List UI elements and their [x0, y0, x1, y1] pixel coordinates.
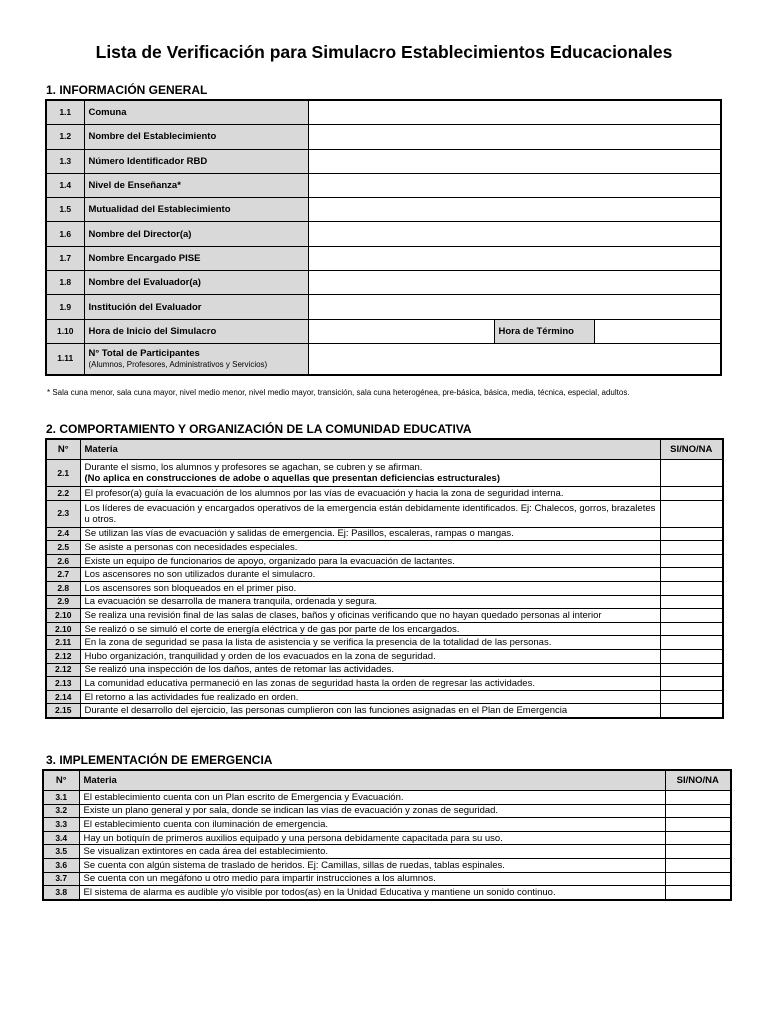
info-value-field[interactable]	[308, 173, 721, 197]
table-row	[46, 663, 723, 677]
row-number: 2.5	[46, 541, 80, 555]
answer-cell[interactable]	[660, 581, 723, 595]
col-answer-header: SI/NO/NA	[665, 770, 731, 791]
row-text: Existe un equipo de funcionarios de apoyo, organizado para la evacuación de lactantes.	[80, 554, 660, 568]
row-text: Se utilizan las vías de evacuación y salidas de emergencia. Ej: Pasillos, escaleras, rampas o mangas.	[80, 527, 660, 541]
row-label: Nivel de Enseñanza*	[84, 173, 308, 197]
behavior-table	[45, 438, 724, 719]
table-row	[46, 487, 723, 501]
row-label: Nombre del Evaluador(a)	[84, 271, 308, 295]
section1-heading: 1. INFORMACIÓN GENERAL	[46, 83, 208, 97]
row-number: 2.14	[46, 690, 80, 704]
table-row	[43, 818, 731, 832]
row-label: Nombre Encargado PISE	[84, 246, 308, 270]
answer-cell[interactable]	[660, 649, 723, 663]
participants-label: N° Total de Participantes	[88, 347, 200, 359]
row-number: 2.11	[46, 636, 80, 650]
answer-cell[interactable]	[665, 845, 731, 859]
row-text: Se cuenta con algún sistema de traslado de heridos. Ej: Camillas, sillas de ruedas, tablas espinales.	[79, 858, 665, 872]
row-text: Se realiza una revisión final de las salas de clases, baños y oficinas verificando que no hayan quedado personas al interior	[80, 609, 660, 623]
table-row	[46, 704, 723, 718]
row-text: Se cuenta con un megáfono u otro medio para impartir instrucciones a los alumnos.	[79, 872, 665, 886]
table-row	[46, 690, 723, 704]
row-text-main: Durante el sismo, los alumnos y profesores se agachan, se cubren y se afirman.	[84, 462, 423, 473]
answer-cell[interactable]	[660, 541, 723, 555]
table-row	[43, 804, 731, 818]
general-info-table	[45, 99, 722, 376]
info-value-field[interactable]	[308, 100, 721, 125]
table-row	[46, 460, 723, 487]
row-text: Durante el desarrollo del ejercicio, las personas cumplieron con las funciones asignadas en el Plan de Emergencia	[80, 704, 660, 718]
table-row	[43, 858, 731, 872]
row-label: Institución del Evaluador	[84, 295, 308, 319]
footnote: * Sala cuna menor, sala cuna mayor, nivel medio menor, nivel medio mayor, transición, sala cuna heterogénea, pre-básica, básica, media, técnica, especial, adultos.	[47, 388, 630, 397]
row-number: 3.3	[43, 818, 79, 832]
row-number: 1.4	[46, 173, 84, 197]
answer-cell[interactable]	[660, 487, 723, 501]
answer-cell[interactable]	[660, 460, 723, 487]
implementation-table	[42, 769, 732, 901]
row-text: El establecimiento cuenta con un Plan escrito de Emergencia y Evacuación.	[79, 791, 665, 805]
answer-cell[interactable]	[660, 609, 723, 623]
answer-cell[interactable]	[660, 622, 723, 636]
row-number: 2.10	[46, 609, 80, 623]
info-row	[46, 173, 721, 197]
table-row	[43, 791, 731, 805]
section2-heading: 2. COMPORTAMIENTO Y ORGANIZACIÓN DE LA COMUNIDAD EDUCATIVA	[46, 422, 472, 436]
row-number: 1.2	[46, 125, 84, 149]
row-number: 3.7	[43, 872, 79, 886]
row-label: Número Identificador RBD	[84, 149, 308, 173]
row-text: Se realizó una inspección de los daños, antes de retomar las actividades.	[80, 663, 660, 677]
row-label: Mutualidad del Establecimiento	[84, 198, 308, 222]
answer-cell[interactable]	[665, 791, 731, 805]
row-number: 2.15	[46, 704, 80, 718]
participants-field[interactable]	[308, 343, 721, 375]
row-number: 2.8	[46, 581, 80, 595]
answer-cell[interactable]	[660, 500, 723, 527]
info-row	[46, 271, 721, 295]
row-text: Existe un plano general y por sala, donde se indican las vías de evacuación y zonas de seguridad.	[79, 804, 665, 818]
info-value-field[interactable]	[308, 271, 721, 295]
row-label: Nombre del Director(a)	[84, 222, 308, 246]
row-label: Comuna	[84, 100, 308, 125]
answer-cell[interactable]	[665, 858, 731, 872]
row-text: Se asiste a personas con necesidades especiales.	[80, 541, 660, 555]
answer-cell[interactable]	[660, 690, 723, 704]
table-row	[43, 886, 731, 900]
row-number: 2.2	[46, 487, 80, 501]
row-text: En la zona de seguridad se pasa la lista de asistencia y se verifica la presencia de la totalidad de las personas.	[80, 636, 660, 650]
row-text: El establecimiento cuenta con iluminación de emergencia.	[79, 818, 665, 832]
info-row	[46, 295, 721, 319]
answer-cell[interactable]	[665, 886, 731, 900]
row-text: Hubo organización, tranquilidad y orden de los evacuados en la zona de seguridad.	[80, 649, 660, 663]
table-row	[46, 609, 723, 623]
info-row	[46, 125, 721, 149]
row-text: Los líderes de evacuación y encargados operativos de la emergencia están debidamente identificados. Ej: Chalecos, gorros, brazaletes u otros.	[80, 500, 660, 527]
row-label: Nombre del Establecimiento	[84, 125, 308, 149]
info-value-field[interactable]	[308, 295, 721, 319]
row-number: 1.10	[46, 319, 84, 343]
answer-cell[interactable]	[665, 818, 731, 832]
info-row	[46, 246, 721, 270]
table-row	[46, 527, 723, 541]
row-number: 2.4	[46, 527, 80, 541]
row-number: 1.1	[46, 100, 84, 125]
row-number: 3.6	[43, 858, 79, 872]
table-row	[46, 649, 723, 663]
answer-cell[interactable]	[660, 568, 723, 582]
row-number: 2.6	[46, 554, 80, 568]
answer-cell[interactable]	[665, 831, 731, 845]
row-number: 1.5	[46, 198, 84, 222]
row-number: 1.9	[46, 295, 84, 319]
row-number: 1.3	[46, 149, 84, 173]
row-number: 1.11	[46, 343, 84, 375]
row-number: 3.4	[43, 831, 79, 845]
table-row	[46, 500, 723, 527]
info-row	[46, 198, 721, 222]
answer-cell[interactable]	[665, 804, 731, 818]
start-time-field[interactable]	[308, 319, 494, 343]
col-number-header: N°	[43, 770, 79, 791]
table-row	[46, 554, 723, 568]
table-header	[46, 439, 723, 460]
col-materia-header: Materia	[79, 770, 665, 791]
table-row	[43, 872, 731, 886]
info-value-field[interactable]	[308, 222, 721, 246]
answer-cell[interactable]	[660, 704, 723, 718]
row-text: La evacuación se desarrolla de manera tranquila, ordenada y segura.	[80, 595, 660, 609]
section3-heading: 3. IMPLEMENTACIÓN DE EMERGENCIA	[46, 753, 273, 767]
table-row	[46, 636, 723, 650]
answer-cell[interactable]	[660, 636, 723, 650]
row-number: 1.6	[46, 222, 84, 246]
table-row	[46, 595, 723, 609]
row-text: La comunidad educativa permaneció en las zonas de seguridad hasta la orden de regresar las actividades.	[80, 677, 660, 691]
participants-sublabel: (Alumnos, Profesores, Administrativos y Servicios)	[88, 359, 268, 369]
table-row	[43, 845, 731, 859]
row-text: Los ascensores son bloqueados en el primer piso.	[80, 581, 660, 595]
table-row	[46, 568, 723, 582]
row-number: 2.9	[46, 595, 80, 609]
answer-cell[interactable]	[665, 872, 731, 886]
row-label	[84, 343, 308, 375]
col-materia-header: Materia	[80, 439, 660, 460]
answer-cell[interactable]	[660, 663, 723, 677]
row-text: Los ascensores no son utilizados durante el simulacro.	[80, 568, 660, 582]
row-number: 2.1	[46, 460, 80, 487]
answer-cell[interactable]	[660, 595, 723, 609]
row-text: El sistema de alarma es audible y/o visible por todos(as) en la Unidad Educativa y mantiene un sonido continuo.	[79, 886, 665, 900]
table-row	[46, 541, 723, 555]
row-text: Hay un botiquín de primeros auxilios equipado y una persona debidamente capacitada para su uso.	[79, 831, 665, 845]
row-text: El profesor(a) guía la evacuación de los alumnos por las vías de evacuación y hacia la zona de seguridad interna.	[80, 487, 660, 501]
info-value-field[interactable]	[308, 198, 721, 222]
info-row	[46, 100, 721, 125]
info-value-field[interactable]	[308, 125, 721, 149]
col-number-header: N°	[46, 439, 80, 460]
end-time-label: Hora de Término	[494, 319, 594, 343]
end-time-field[interactable]	[594, 319, 721, 343]
row-number: 2.12	[46, 649, 80, 663]
col-answer-header: SI/NO/NA	[660, 439, 723, 460]
answer-cell[interactable]	[660, 677, 723, 691]
row-text: Se realizó o se simuló el corte de energía eléctrica y de gas por parte de los encargados.	[80, 622, 660, 636]
row-label: Hora de Inicio del Simulacro	[84, 319, 308, 343]
info-row-participants	[46, 343, 721, 375]
info-value-field[interactable]	[308, 149, 721, 173]
answer-cell[interactable]	[660, 554, 723, 568]
table-row	[46, 677, 723, 691]
answer-cell[interactable]	[660, 527, 723, 541]
page-title: Lista de Verificación para Simulacro Establecimientos Educacionales	[95, 42, 673, 62]
row-number: 2.7	[46, 568, 80, 582]
row-number: 3.1	[43, 791, 79, 805]
row-number: 2.10	[46, 622, 80, 636]
row-text: Se visualizan extintores en cada área del establecimiento.	[79, 845, 665, 859]
row-number: 2.13	[46, 677, 80, 691]
info-value-field[interactable]	[308, 246, 721, 270]
info-row	[46, 149, 721, 173]
row-number: 3.8	[43, 886, 79, 900]
row-text-note: (No aplica en construcciones de adobe o aquellas que presentan deficiencias estructurales)	[84, 473, 500, 484]
table-row	[46, 581, 723, 595]
table-header	[43, 770, 731, 791]
row-number: 1.8	[46, 271, 84, 295]
row-number: 1.7	[46, 246, 84, 270]
row-text: El retorno a las actividades fue realizado en orden.	[80, 690, 660, 704]
row-text	[80, 460, 660, 487]
table-row	[46, 622, 723, 636]
row-number: 3.2	[43, 804, 79, 818]
row-number: 2.3	[46, 500, 80, 527]
info-row-start-time	[46, 319, 721, 343]
info-row	[46, 222, 721, 246]
row-number: 2.12	[46, 663, 80, 677]
row-number: 3.5	[43, 845, 79, 859]
table-row	[43, 831, 731, 845]
